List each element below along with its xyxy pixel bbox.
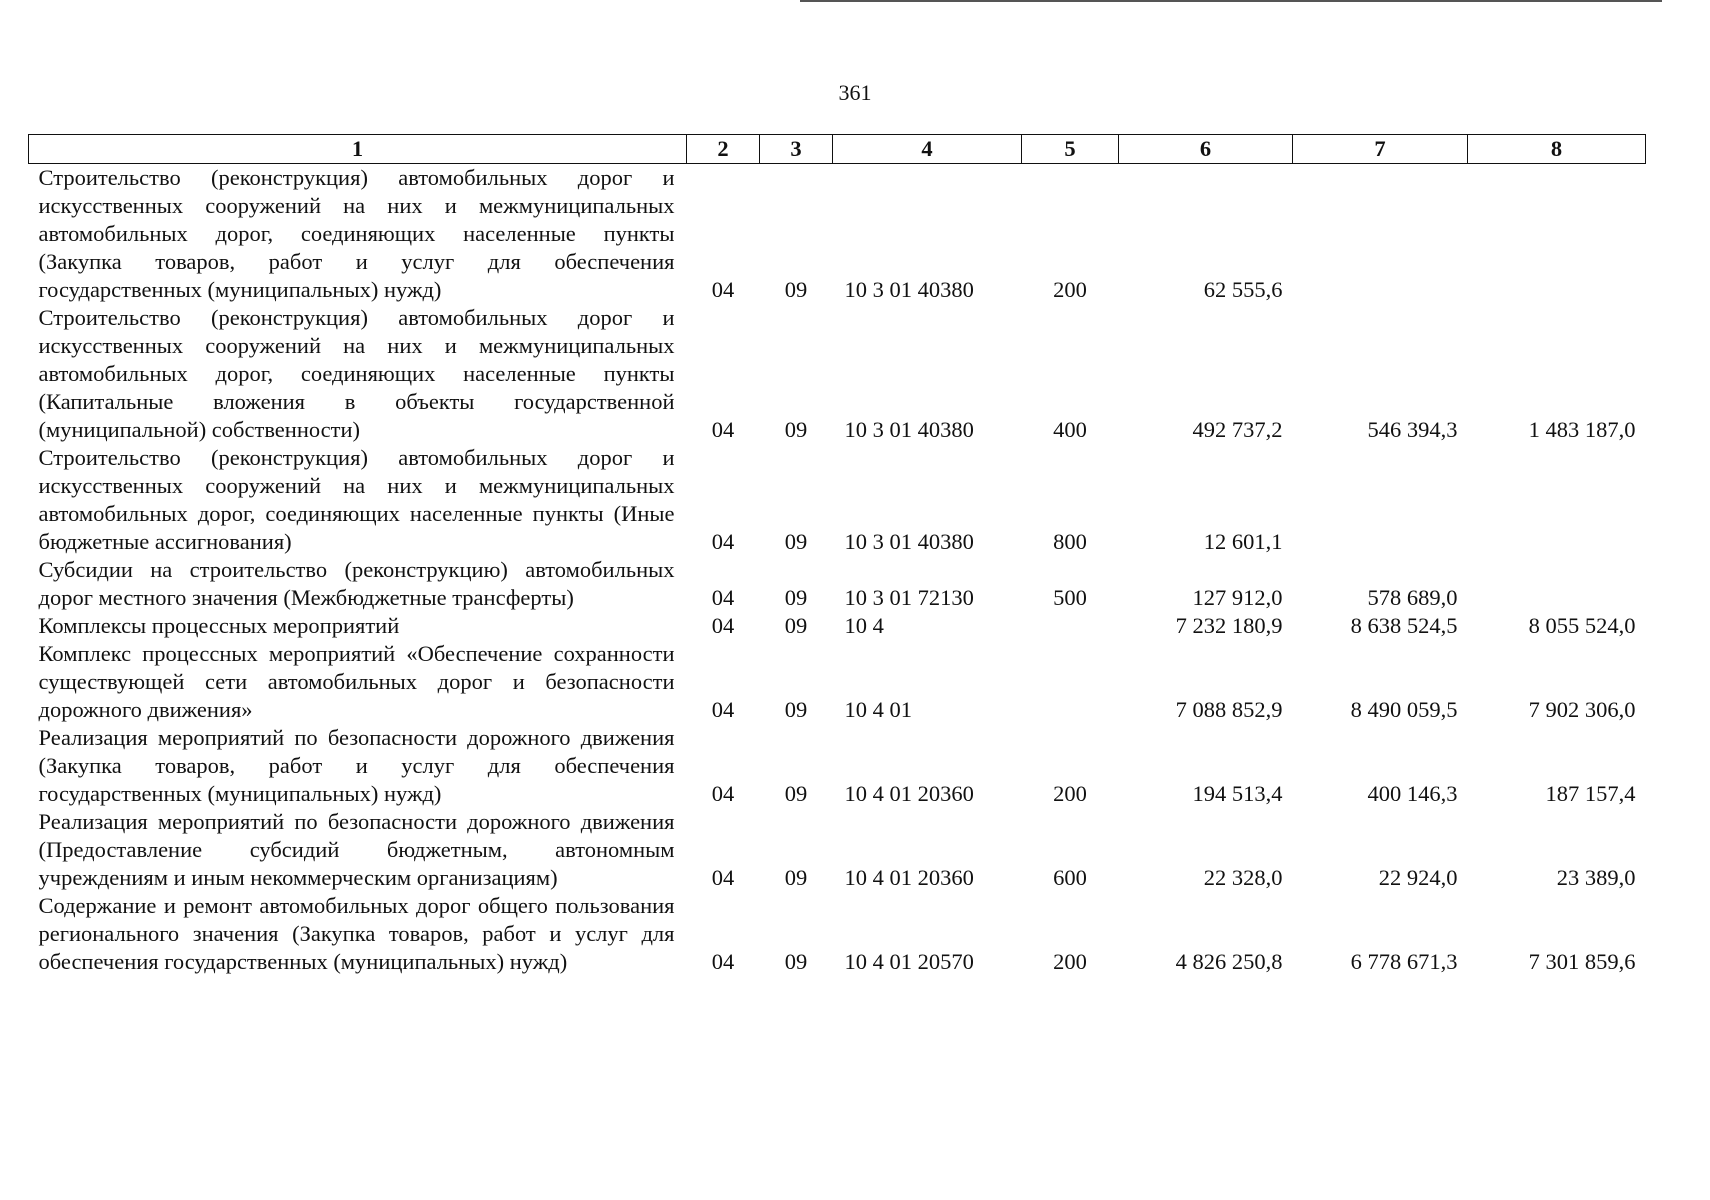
amount-col8-cell: 8 055 524,0	[1528, 613, 1636, 638]
row-name-cell: Комплексы процессных мероприятий	[38, 613, 400, 638]
table-row	[29, 612, 1646, 640]
target-article-cell: 10 3 01 40380	[844, 277, 974, 302]
amount-col7-cell: 546 394,3	[1367, 417, 1458, 442]
amount-col7-cell	[1293, 164, 1468, 305]
column-header: 3	[760, 135, 833, 164]
column-header: 4	[833, 135, 1022, 164]
target-article-cell: 10 4	[844, 613, 884, 638]
expense-type-cell: 400	[1053, 417, 1087, 442]
section-code-cell: 04	[711, 865, 735, 890]
table-row	[29, 444, 1646, 556]
amount-col8-cell: 1 483 187,0	[1528, 417, 1636, 442]
amount-col8-cell	[1468, 444, 1646, 556]
target-article-cell: 10 3 01 40380	[844, 529, 974, 554]
column-header: 5	[1022, 135, 1119, 164]
expense-type-cell: 600	[1053, 865, 1087, 890]
table-row	[29, 164, 1646, 305]
table-row	[29, 892, 1646, 976]
row-name-cell: Строительство (реконструкция) автомобильных дорог и искусственных сооружений на них и межмуниципальных автомобильных дорог, соединяющих населенные пункты (Закупка товаров, работ и услуг для обеспечения государственных (муниципальных) нужд)	[38, 165, 675, 302]
amount-col7-cell: 22 924,0	[1378, 865, 1458, 890]
column-header: 6	[1119, 135, 1293, 164]
section-code-cell: 04	[711, 277, 735, 302]
amount-col6-cell: 22 328,0	[1203, 865, 1283, 890]
expense-type-cell: 500	[1053, 585, 1087, 610]
amount-col7-cell: 8 490 059,5	[1350, 697, 1458, 722]
target-article-cell: 10 4 01 20360	[844, 781, 974, 806]
amount-col7-cell	[1293, 444, 1468, 556]
row-name-cell: Реализация мероприятий по безопасности дорожного движения (Закупка товаров, работ и услуг для обеспечения государственных (муниципальных) нужд)	[38, 725, 675, 806]
subsection-code-cell: 09	[784, 949, 808, 974]
subsection-code-cell: 09	[784, 697, 808, 722]
row-name-cell: Строительство (реконструкция) автомобильных дорог и искусственных сооружений на них и межмуниципальных автомобильных дорог, соединяющих населенные пункты (Иные бюджетные ассигнования)	[38, 445, 675, 554]
table-row	[29, 304, 1646, 444]
subsection-code-cell: 09	[784, 781, 808, 806]
row-name-cell: Комплекс процессных мероприятий «Обеспечение сохранности существующей сети автомобильных дорог и безопасности дорожного движения»	[38, 641, 675, 722]
amount-col8-cell: 7 902 306,0	[1528, 697, 1636, 722]
page-number: 361	[838, 80, 872, 105]
target-article-cell: 10 3 01 72130	[844, 585, 974, 610]
subsection-code-cell: 09	[784, 585, 808, 610]
subsection-code-cell: 09	[784, 613, 808, 638]
target-article-cell: 10 4 01	[844, 697, 912, 722]
amount-col8-cell	[1468, 556, 1646, 612]
amount-col8-cell: 187 157,4	[1545, 781, 1636, 806]
subsection-code-cell: 09	[784, 529, 808, 554]
amount-col8-cell	[1468, 164, 1646, 305]
header-row	[29, 135, 1646, 164]
amount-col6-cell: 12 601,1	[1203, 529, 1283, 554]
subsection-code-cell: 09	[784, 277, 808, 302]
amount-col6-cell: 7 232 180,9	[1175, 613, 1283, 638]
row-name-cell: Субсидии на строительство (реконструкцию) автомобильных дорог местного значения (Межбюджетные трансферты)	[38, 557, 675, 610]
amount-col7-cell: 8 638 524,5	[1350, 613, 1458, 638]
row-name-cell: Содержание и ремонт автомобильных дорог общего пользования регионального значения (Закупка товаров, работ и услуг для обеспечения государственных (муниципальных) нужд)	[38, 893, 675, 974]
amount-col6-cell: 194 513,4	[1192, 781, 1283, 806]
row-name-cell: Строительство (реконструкция) автомобильных дорог и искусственных сооружений на них и межмуниципальных автомобильных дорог, соединяющих населенные пункты (Капитальные вложения в объекты государственной (муниципальной) собственности)	[38, 305, 675, 442]
expense-type-cell	[1022, 640, 1119, 724]
expense-type-cell: 200	[1053, 781, 1087, 806]
table-row	[29, 808, 1646, 892]
top-rule	[800, 0, 1662, 2]
target-article-cell: 10 3 01 40380	[844, 417, 974, 442]
expense-type-cell: 200	[1053, 949, 1087, 974]
amount-col7-cell: 6 778 671,3	[1350, 949, 1458, 974]
column-header: 8	[1468, 135, 1646, 164]
expense-type-cell: 800	[1053, 529, 1087, 554]
section-code-cell: 04	[711, 417, 735, 442]
amount-col7-cell: 578 689,0	[1367, 585, 1458, 610]
section-code-cell: 04	[711, 697, 735, 722]
column-header: 2	[687, 135, 760, 164]
section-code-cell: 04	[711, 949, 735, 974]
amount-col7-cell: 400 146,3	[1367, 781, 1458, 806]
amount-col6-cell: 62 555,6	[1203, 277, 1283, 302]
table-row	[29, 724, 1646, 808]
amount-col6-cell: 4 826 250,8	[1175, 949, 1283, 974]
expense-type-cell	[1022, 612, 1119, 640]
subsection-code-cell: 09	[784, 417, 808, 442]
table-header	[29, 135, 1646, 164]
target-article-cell: 10 4 01 20570	[844, 949, 974, 974]
amount-col6-cell: 7 088 852,9	[1175, 697, 1283, 722]
expense-type-cell: 200	[1053, 277, 1087, 302]
column-header: 1	[29, 135, 687, 164]
section-code-cell: 04	[711, 781, 735, 806]
column-header: 7	[1293, 135, 1468, 164]
amount-col8-cell: 7 301 859,6	[1528, 949, 1636, 974]
section-code-cell: 04	[711, 585, 735, 610]
table-body	[29, 164, 1646, 977]
budget-table	[28, 134, 1646, 976]
amount-col6-cell: 492 737,2	[1192, 417, 1283, 442]
section-code-cell: 04	[711, 529, 735, 554]
amount-col8-cell: 23 389,0	[1556, 865, 1636, 890]
row-name-cell: Реализация мероприятий по безопасности дорожного движения (Предоставление субсидий бюджетным, автономным учреждениям и иным некоммерческим организациям)	[38, 809, 675, 890]
section-code-cell: 04	[711, 613, 735, 638]
table-row	[29, 556, 1646, 612]
subsection-code-cell: 09	[784, 865, 808, 890]
target-article-cell: 10 4 01 20360	[844, 865, 974, 890]
table-row	[29, 640, 1646, 724]
amount-col6-cell: 127 912,0	[1192, 585, 1283, 610]
